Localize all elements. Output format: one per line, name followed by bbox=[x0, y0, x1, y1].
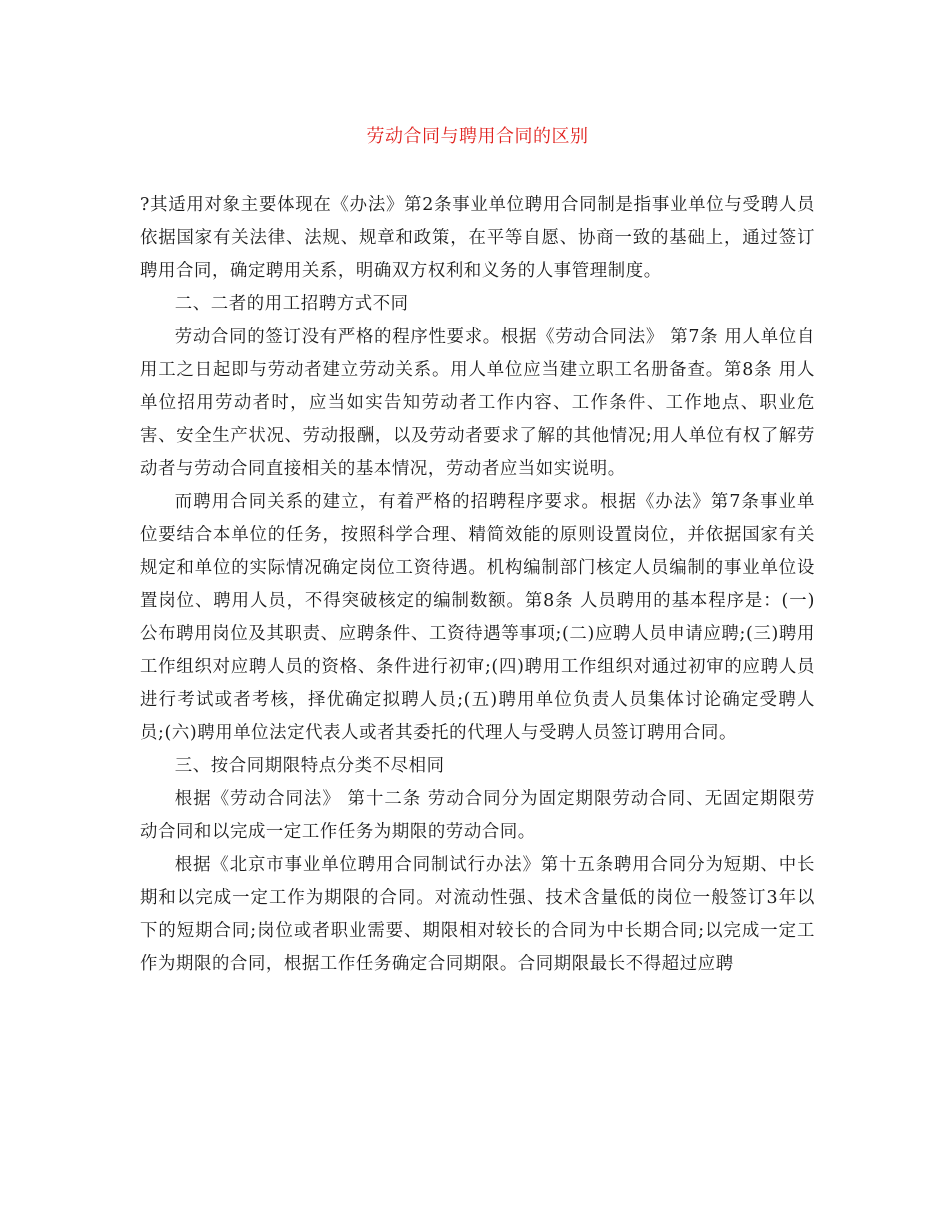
paragraph-intro: ?其适用对象主要体现在《办法》第2条事业单位聘用合同制是指事业单位与受聘人员依据国家有关法律、法规、规章和政策，在平等自愿、协商一致的基础上，通过签订聘用合同，确定聘用关系，明确双方权利和义务的人事管理制度。 bbox=[140, 195, 815, 281]
section-heading-2: 二、二者的用工招聘方式不同 bbox=[174, 294, 409, 314]
document-title: 劳动合同与聘用合同的区别 bbox=[366, 126, 589, 147]
paragraph-labor-contract-hiring: 劳动合同的签订没有严格的程序性要求。根据《劳动合同法》 第7条 用人单位自用工之日起即与劳动者建立劳动关系。用人单位应当建立职工名册备查。第8条 用人单位招用劳动者时，应当如实告知劳动者工作内容、工作条件、工作地点、职业危害、安全生产状况、劳动报酬，以及劳动者要求了解的其他情况;用人单位有权了解劳动者与劳动合同直接相关的基本情况，劳动者应当如实说明。 bbox=[140, 327, 815, 479]
paragraph-labor-contract-term: 根据《劳动合同法》 第十二条 劳动合同分为固定期限劳动合同、无固定期限劳动合同和以完成一定工作任务为期限的劳动合同。 bbox=[140, 789, 815, 842]
paragraph-employment-contract-hiring: 而聘用合同关系的建立，有着严格的招聘程序要求。根据《办法》第7条事业单位要结合本单位的任务，按照科学合理、精简效能的原则设置岗位，并依据国家有关规定和单位的实际情况确定岗位工资待遇。机构编制部门核定人员编制的事业单位设置岗位、聘用人员，不得突破核定的编制数额。第8条 人员聘用的基本程序是：(一)公布聘用岗位及其职责、应聘条件、工资待遇等事项;(二)应聘人员申请应聘;(三)聘用工作组织对应聘人员的资格、条件进行初审;(四)聘用工作组织对通过初审的应聘人员进行考试或者考核，择优确定拟聘人员;(五)聘用单位负责人员集体讨论确定受聘人员;(六)聘用单位法定代表人或者其委托的代理人与受聘人员签订聘用合同。 bbox=[140, 492, 815, 743]
paragraph-beijing-contract-term: 根据《北京市事业单位聘用合同制试行办法》第十五条聘用合同分为短期、中长期和以完成一定工作为期限的合同。对流动性强、技术含量低的岗位一般签订3年以下的短期合同;岗位或者职业需要、期限相对较长的合同为中长期合同;以完成一定工作为期限的合同，根据工作任务确定合同期限。合同期限最长不得超过应聘 bbox=[140, 855, 815, 974]
section-heading-3: 三、按合同期限特点分类不尽相同 bbox=[174, 756, 445, 776]
document-body bbox=[140, 189, 815, 981]
